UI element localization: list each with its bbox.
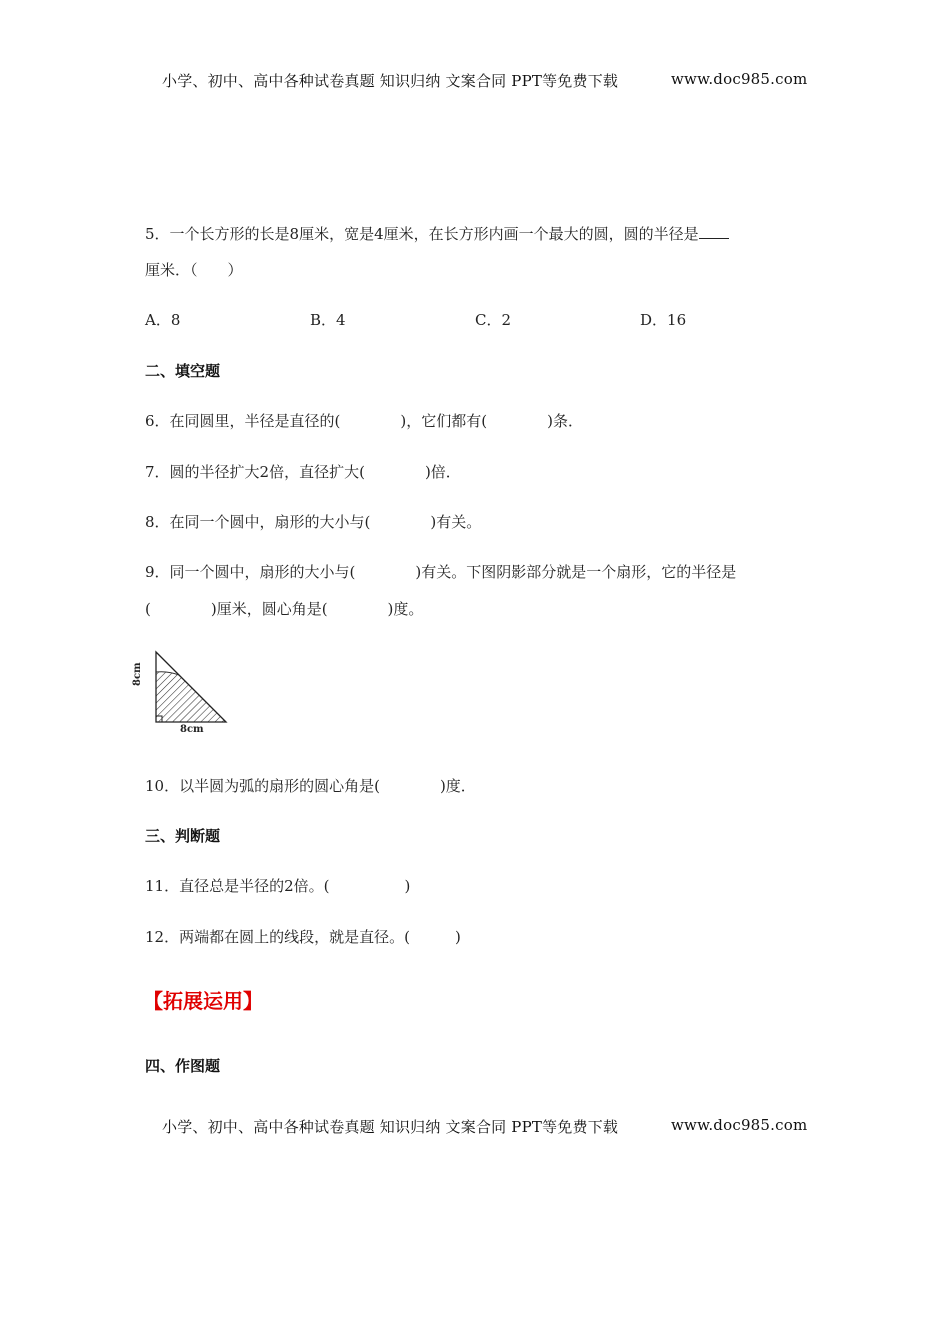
question-9-line2: ( )厘米，圆心角是( )度。 [145, 600, 424, 618]
question-6: 6．在同圆里，半径是直径的( )，它们都有( )条． [145, 412, 583, 430]
question-5-line1 [145, 223, 729, 244]
option-d[interactable]: D．16 [640, 311, 687, 329]
option-b[interactable]: B．4 [310, 311, 346, 329]
question-11: 11．直径总是半径的2倍。( ) [145, 877, 411, 895]
option-a[interactable]: A．8 [145, 311, 181, 329]
question-12: 12．两端都在圆上的线段，就是直径。( ) [145, 928, 461, 946]
shaded-sector [156, 672, 226, 722]
question-5-text: 5．一个长方形的长是8厘米，宽是4厘米，在长方形内画一个最大的圆，圆的半径是 [145, 225, 699, 243]
question-10: 10．以半圆为弧的扇形的圆心角是( )度． [145, 777, 476, 795]
question-5-line2: 厘米．（ ） [145, 261, 243, 279]
footer-banner: 小学、初中、高中各种试卷真题 知识归纳 文案合同 PPT等免费下载 [162, 1118, 619, 1136]
extension-heading: 【拓展运用】 [143, 989, 263, 1013]
bottom-label: 8cm [180, 724, 204, 735]
header-site: www.doc985.com [671, 70, 808, 88]
header-banner: 小学、初中、高中各种试卷真题 知识归纳 文案合同 PPT等免费下载 [162, 72, 619, 90]
section-fill-blank-title: 二、填空题 [145, 362, 221, 380]
side-label: 8cm [132, 662, 143, 686]
answer-blank[interactable] [699, 224, 729, 239]
section-drawing-title: 四、作图题 [145, 1057, 221, 1075]
question-9-line1: 9．同一个圆中，扇形的大小与( )有关。下图阴影部分就是一个扇形，它的半径是 [145, 563, 737, 581]
footer-site: www.doc985.com [671, 1116, 808, 1134]
question-7: 7．圆的半径扩大2倍，直径扩大( )倍． [145, 463, 461, 481]
question-8: 8．在同一个圆中，扇形的大小与( )有关。 [145, 513, 482, 531]
section-judgement-title: 三、判断题 [145, 827, 221, 845]
option-c[interactable]: C．2 [475, 311, 512, 329]
